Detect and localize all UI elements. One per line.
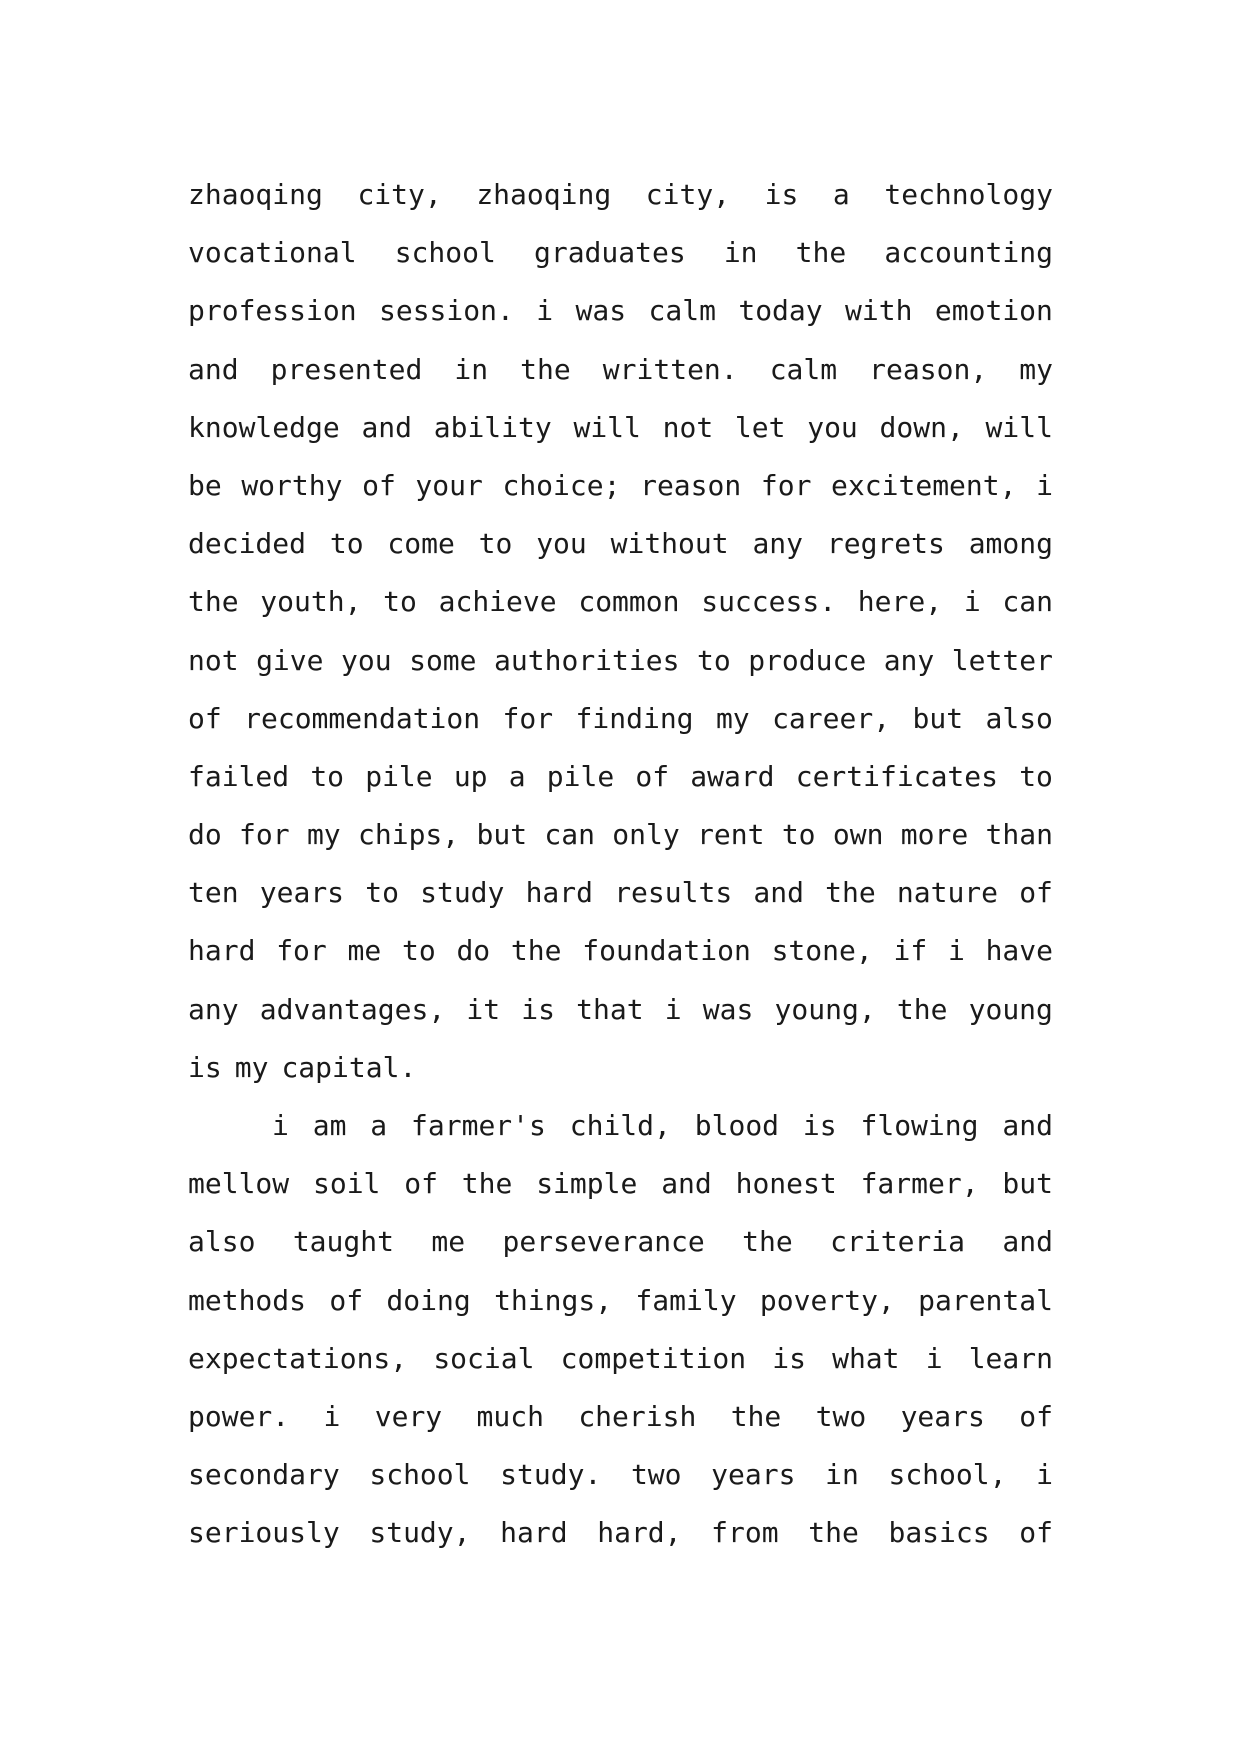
word: i — [1036, 468, 1053, 502]
word: very — [374, 1399, 443, 1433]
word: i — [536, 294, 554, 328]
word: accounting — [884, 236, 1053, 270]
word: much — [476, 1399, 544, 1433]
word: is — [772, 1341, 806, 1375]
word: without — [610, 527, 729, 561]
word: expectations, — [188, 1341, 408, 1375]
word: my — [234, 1050, 269, 1084]
word: farmer, — [860, 1167, 979, 1201]
word: down, — [879, 410, 964, 444]
word: hard — [500, 1516, 568, 1550]
word: reason — [640, 468, 742, 502]
text-line — [188, 806, 1053, 864]
word: farmer's — [411, 1109, 546, 1142]
word: to — [1019, 759, 1053, 793]
word: school, — [888, 1458, 1007, 1492]
word: you — [536, 527, 587, 561]
word: failed — [188, 759, 290, 793]
word: for — [276, 934, 327, 968]
word: youth, — [260, 585, 362, 619]
word: success. — [701, 585, 837, 619]
text-line — [188, 282, 1053, 340]
word: here, — [857, 585, 943, 619]
text-line — [188, 224, 1053, 282]
word: to — [383, 585, 417, 619]
word: regrets — [826, 527, 945, 561]
word: but — [1002, 1167, 1053, 1201]
word: graduates — [533, 236, 686, 270]
word: flowing — [860, 1109, 979, 1142]
word: study. — [500, 1458, 602, 1492]
word: and — [188, 352, 239, 386]
text-line — [188, 399, 1053, 457]
word: calm — [769, 352, 838, 386]
word: i — [272, 1109, 289, 1142]
word: a — [370, 1109, 388, 1142]
word: authorities — [494, 643, 680, 677]
word: what — [832, 1341, 900, 1375]
word: session. — [378, 294, 514, 328]
word: young — [968, 992, 1053, 1026]
word: than — [985, 818, 1053, 852]
word: my — [1019, 352, 1053, 386]
word: to — [696, 643, 731, 677]
word: capital. — [281, 1050, 417, 1084]
word: award — [690, 759, 775, 793]
word: that — [576, 992, 644, 1026]
text-line — [188, 1504, 1053, 1562]
word: of — [329, 1283, 364, 1317]
word: you — [807, 410, 858, 444]
word: for — [760, 468, 812, 502]
text-line — [188, 573, 1053, 631]
word: do — [188, 818, 222, 852]
word: a — [508, 759, 526, 793]
paragraph — [188, 1097, 1053, 1563]
word: was — [702, 992, 754, 1026]
paragraph — [188, 166, 1053, 1097]
word: basics — [888, 1516, 990, 1550]
word: to — [478, 527, 513, 561]
word: the — [730, 1399, 782, 1433]
word: doing — [386, 1283, 471, 1317]
word: me — [431, 1225, 466, 1259]
word: produce — [748, 643, 867, 677]
text-line — [188, 1097, 1053, 1155]
text-line — [188, 1446, 1053, 1504]
word: worthy — [241, 468, 343, 502]
word: choice; — [502, 468, 621, 502]
word: to — [781, 818, 816, 852]
word: study, — [369, 1516, 471, 1550]
text-line — [188, 632, 1053, 690]
text-line — [188, 1272, 1053, 1330]
word: of — [1019, 876, 1053, 910]
word: the — [808, 1516, 859, 1550]
word: own — [832, 818, 884, 852]
word: i — [947, 934, 965, 968]
word: poverty, — [759, 1283, 895, 1317]
word: can — [1002, 585, 1053, 619]
word: things, — [494, 1283, 613, 1317]
word: years — [900, 1399, 985, 1433]
word: advantages, — [259, 992, 446, 1026]
word: am — [312, 1109, 347, 1142]
word: the — [188, 585, 239, 619]
word: to — [401, 934, 436, 968]
word: decided — [188, 527, 307, 561]
word: it — [466, 992, 501, 1026]
word: emotion — [934, 294, 1053, 328]
word: cherish — [578, 1399, 697, 1433]
word: years — [711, 1458, 796, 1492]
word: learn — [968, 1341, 1053, 1375]
word: hard — [525, 876, 594, 910]
word: your — [415, 468, 483, 502]
word: city, — [357, 178, 442, 211]
word: school — [394, 236, 496, 270]
word: is — [521, 992, 555, 1026]
text-line — [188, 166, 1053, 224]
word: social — [433, 1341, 535, 1375]
text-line — [188, 864, 1053, 922]
word: knowledge — [188, 410, 340, 444]
text-line — [188, 748, 1053, 806]
word: letter — [951, 643, 1053, 677]
word: child, — [569, 1109, 671, 1142]
text-line — [188, 690, 1053, 748]
word: not — [188, 643, 239, 677]
word: reason, — [869, 352, 988, 386]
word: and — [361, 410, 413, 444]
word: you — [341, 643, 392, 677]
word: of — [635, 759, 670, 793]
word: family — [635, 1283, 737, 1317]
word: of — [188, 701, 222, 735]
word: for — [502, 701, 554, 735]
word: only — [612, 818, 680, 852]
word: the — [520, 352, 571, 386]
word: perseverance — [502, 1225, 705, 1259]
word: some — [409, 643, 477, 677]
word: and — [661, 1167, 712, 1201]
word: me — [347, 934, 382, 968]
word: any — [752, 527, 804, 561]
word: nature — [896, 876, 999, 910]
word: if — [893, 934, 928, 968]
word: of — [1019, 1399, 1053, 1433]
word: excitement, — [831, 468, 1017, 502]
word: soil — [312, 1167, 381, 1201]
word: also — [188, 1225, 256, 1259]
word: hard, — [597, 1516, 682, 1550]
text-line — [188, 515, 1053, 573]
text-line — [188, 341, 1053, 399]
word: to — [329, 527, 364, 561]
word: stone, — [771, 934, 873, 968]
word: not — [662, 410, 714, 444]
text-line — [188, 1213, 1053, 1271]
word: and — [1002, 1109, 1053, 1142]
word: the — [510, 934, 562, 968]
word: young, — [774, 992, 876, 1026]
word: will — [573, 410, 641, 444]
word: calm — [648, 294, 716, 328]
word: pile — [546, 759, 615, 793]
word: do — [456, 934, 491, 968]
word: can — [544, 818, 595, 852]
word: results — [614, 876, 733, 910]
word: is — [802, 1109, 837, 1142]
word: seriously — [188, 1516, 340, 1550]
word: and — [753, 876, 804, 910]
word: common — [578, 585, 680, 619]
word: today — [738, 294, 823, 328]
word: the — [825, 876, 876, 910]
word: let — [734, 410, 786, 444]
word: with — [845, 294, 913, 328]
word: for — [239, 818, 290, 852]
word: of — [362, 468, 396, 502]
word: to — [365, 876, 399, 910]
word: to — [310, 759, 345, 793]
word: recommendation — [244, 701, 481, 735]
word: from — [711, 1516, 779, 1550]
word: and — [1002, 1225, 1053, 1259]
word: but — [912, 701, 964, 735]
word: but — [476, 818, 528, 852]
word: two — [815, 1399, 867, 1433]
word: two — [630, 1458, 682, 1492]
word: pile — [365, 759, 433, 793]
word: taught — [292, 1225, 394, 1259]
word: will — [985, 410, 1053, 444]
word: mellow — [188, 1167, 290, 1201]
word: of — [404, 1167, 438, 1201]
text-line — [188, 981, 1053, 1039]
word: my — [715, 701, 750, 735]
word: ten — [188, 876, 239, 910]
word: technology — [884, 178, 1053, 211]
word: written. — [602, 352, 738, 386]
word: the — [742, 1225, 793, 1259]
word: up — [453, 759, 488, 793]
word: secondary — [188, 1458, 340, 1492]
word: parental — [918, 1283, 1053, 1317]
word: i — [925, 1341, 943, 1375]
word: chips, — [358, 818, 460, 852]
word: in — [825, 1458, 859, 1492]
text-line — [188, 1388, 1053, 1446]
word: was — [575, 294, 627, 328]
text-line — [188, 1155, 1053, 1213]
word: in — [454, 352, 489, 386]
word: the — [795, 236, 847, 270]
word: my — [306, 818, 341, 852]
word: honest — [735, 1167, 837, 1201]
word: zhaoqing — [476, 178, 612, 211]
word: of — [1019, 1516, 1053, 1550]
word: zhaoqing — [188, 178, 323, 211]
word: hard — [188, 934, 256, 968]
word: any — [883, 643, 935, 677]
word: finding — [575, 701, 694, 735]
word: give — [256, 643, 324, 677]
word: come — [387, 527, 455, 561]
word: i — [664, 992, 682, 1026]
word: also — [985, 701, 1053, 735]
word: career, — [772, 701, 891, 735]
text-line — [188, 1039, 1053, 1097]
word: profession — [188, 294, 357, 328]
word: a — [832, 178, 850, 211]
word: i — [323, 1399, 341, 1433]
word: competition — [560, 1341, 747, 1375]
word: certificates — [795, 759, 999, 793]
text-line — [188, 457, 1053, 515]
word: years — [259, 876, 345, 910]
word: vocational — [188, 236, 357, 270]
word: i — [963, 585, 981, 619]
body-text — [188, 166, 1053, 1563]
word: study — [420, 876, 505, 910]
word: the — [896, 992, 948, 1026]
word: blood — [694, 1109, 780, 1142]
word: school — [369, 1458, 471, 1492]
word: ability — [433, 410, 552, 444]
text-line — [188, 1330, 1053, 1388]
word: city, — [645, 178, 731, 211]
word: rent — [697, 818, 765, 852]
word: more — [900, 818, 969, 852]
word: among — [968, 527, 1053, 561]
word: simple — [536, 1167, 638, 1201]
word: is — [764, 178, 799, 211]
word: the — [461, 1167, 513, 1201]
word: criteria — [830, 1225, 965, 1259]
word: in — [723, 236, 758, 270]
word: is — [188, 1050, 222, 1084]
word: presented — [270, 352, 423, 386]
word: any — [188, 992, 239, 1026]
word: methods — [188, 1283, 307, 1317]
word: have — [985, 934, 1053, 968]
word: i — [1036, 1458, 1053, 1492]
word: be — [188, 468, 222, 502]
word: foundation — [582, 934, 751, 968]
word: achieve — [438, 585, 557, 619]
text-line — [188, 922, 1053, 980]
word: power. — [188, 1399, 290, 1433]
